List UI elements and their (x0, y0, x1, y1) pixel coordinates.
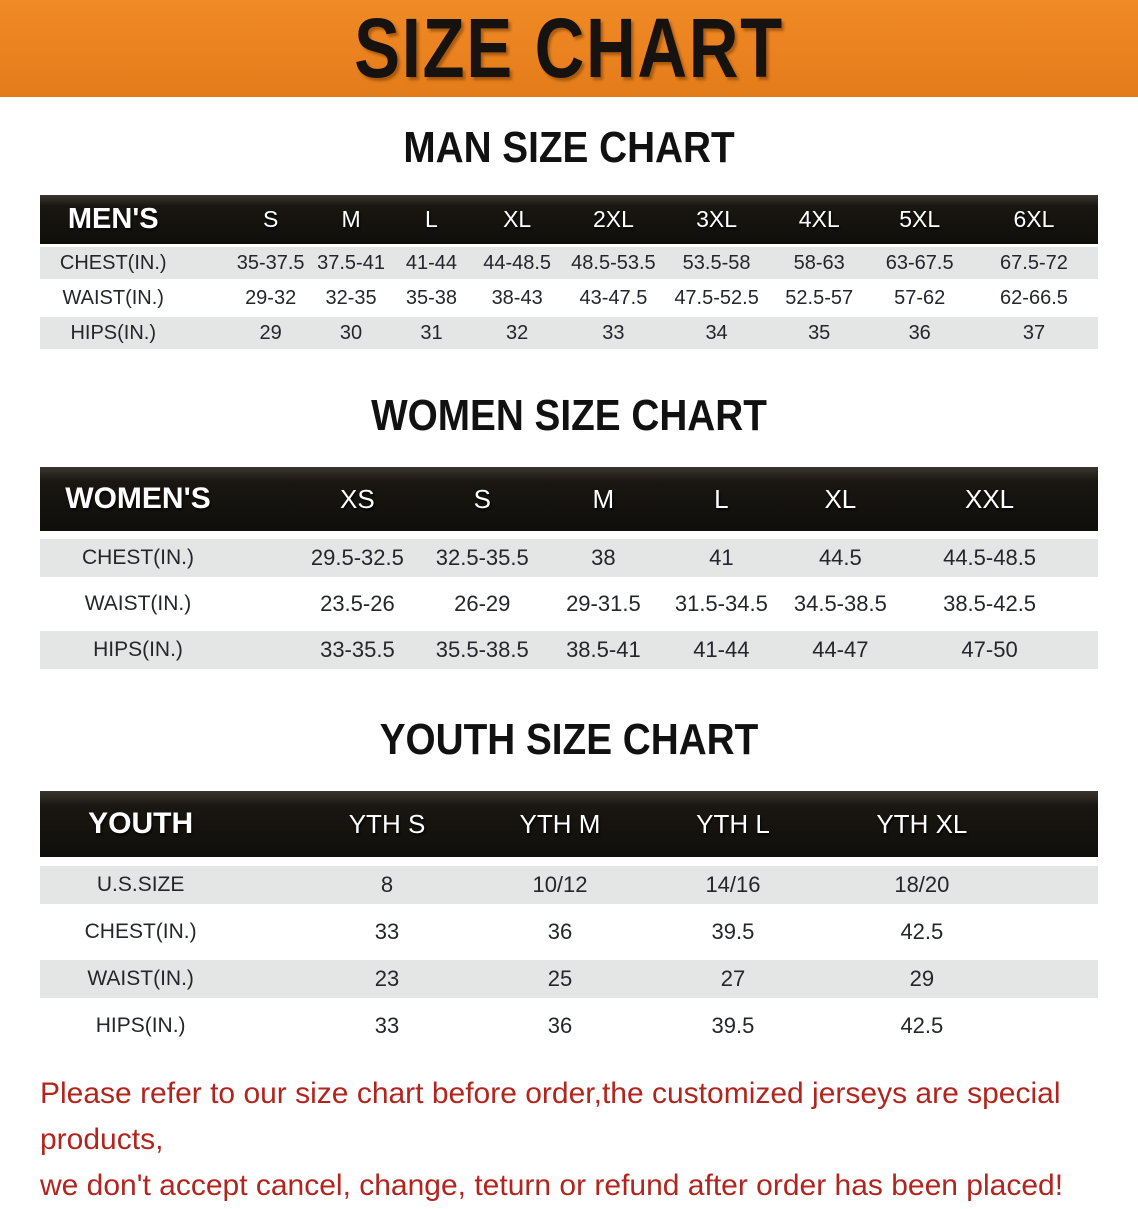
cell: 58-63 (769, 246, 870, 281)
youth-waist-row (40, 956, 1098, 1003)
cell: 38.5-42.5 (900, 581, 1098, 627)
cell: 10/12 (474, 862, 646, 909)
cell: 33 (300, 909, 474, 956)
cell: 30 (311, 316, 391, 350)
cell: 35-37.5 (230, 246, 310, 281)
row-label: HIPS(IN.) (40, 316, 230, 350)
cell: 37.5-41 (311, 246, 391, 281)
cell: 26-29 (420, 581, 545, 627)
banner-title: SIZE CHART (354, 1, 784, 95)
column-header: M (545, 467, 662, 535)
column-header: L (391, 195, 471, 246)
cell: 67.5-72 (970, 246, 1098, 281)
column-header: 3XL (664, 195, 769, 246)
cell: 18/20 (820, 862, 1098, 909)
column-header: 6XL (970, 195, 1098, 246)
cell: 32-35 (311, 281, 391, 316)
cell: 42.5 (820, 909, 1098, 956)
cell: 36 (869, 316, 970, 350)
column-header: L (662, 467, 780, 535)
column-header: XL (472, 195, 563, 246)
cell: 37 (970, 316, 1098, 350)
row-label: WAIST(IN.) (40, 281, 230, 316)
column-header: 4XL (769, 195, 870, 246)
men-waist-row (40, 281, 1098, 316)
column-header: M (311, 195, 391, 246)
cell: 33 (563, 316, 665, 350)
cell: 23.5-26 (295, 581, 420, 627)
youth-size-table (40, 791, 1098, 1045)
cell: 29-32 (230, 281, 310, 316)
cell: 44-48.5 (472, 246, 563, 281)
cell: 34 (664, 316, 769, 350)
cell: 33 (300, 1003, 474, 1046)
cell: 35-38 (391, 281, 471, 316)
cell: 48.5-53.5 (563, 246, 665, 281)
cell: 42.5 (820, 1003, 1098, 1046)
cell: 53.5-58 (664, 246, 769, 281)
men-size-table (40, 195, 1098, 349)
cell: 29.5-32.5 (295, 535, 420, 581)
cell: 63-67.5 (869, 246, 970, 281)
cell: 8 (300, 862, 474, 909)
cell: 62-66.5 (970, 281, 1098, 316)
women-waist-row (40, 581, 1098, 627)
cell: 29 (230, 316, 310, 350)
cell: 33-35.5 (295, 627, 420, 669)
cell: 35.5-38.5 (420, 627, 545, 669)
women-chest-row (40, 535, 1098, 581)
men-chest-row (40, 246, 1098, 281)
cell: 25 (474, 956, 646, 1003)
cell: 52.5-57 (769, 281, 870, 316)
men-hips-row (40, 316, 1098, 350)
women-header-row (40, 467, 1098, 535)
cell: 29-31.5 (545, 581, 662, 627)
cell: 36 (474, 1003, 646, 1046)
cell: 57-62 (869, 281, 970, 316)
row-label: CHEST(IN.) (40, 535, 295, 581)
cell: 47.5-52.5 (664, 281, 769, 316)
women-header-label: WOMEN'S (40, 467, 295, 535)
cell: 32 (472, 316, 563, 350)
column-header: S (420, 467, 545, 535)
cell: 44-47 (781, 627, 901, 669)
women-hips-row (40, 627, 1098, 669)
disclaimer-text (40, 1071, 1102, 1209)
cell: 32.5-35.5 (420, 535, 545, 581)
cell: 29 (820, 956, 1098, 1003)
column-header: YTH M (474, 791, 646, 862)
women-section-title: WOMEN SIZE CHART (371, 391, 767, 440)
row-label: U.S.SIZE (40, 862, 300, 909)
row-label: WAIST(IN.) (40, 956, 300, 1003)
youth-hips-row (40, 1003, 1098, 1046)
youth-ussize-row (40, 862, 1098, 909)
youth-section-title: YOUTH SIZE CHART (379, 715, 759, 764)
cell: 38.5-41 (545, 627, 662, 669)
cell: 31 (391, 316, 471, 350)
cell: 23 (300, 956, 474, 1003)
men-header-row (40, 195, 1098, 246)
cell: 38-43 (472, 281, 563, 316)
column-header: YTH XL (820, 791, 1098, 862)
column-header: YTH S (300, 791, 474, 862)
cell: 38 (545, 535, 662, 581)
cell: 35 (769, 316, 870, 350)
cell: 44.5-48.5 (900, 535, 1098, 581)
youth-chest-row (40, 909, 1098, 956)
banner (0, 0, 1138, 97)
column-header: XXL (900, 467, 1098, 535)
disclaimer-line-2: we don't accept cancel, change, teturn or refund after order has been placed! (40, 1169, 1064, 1202)
cell: 41-44 (391, 246, 471, 281)
youth-header-row (40, 791, 1098, 862)
cell: 44.5 (781, 535, 901, 581)
cell: 14/16 (646, 862, 820, 909)
disclaimer-line-1: Please refer to our size chart before order,the customized jerseys are special products, (40, 1077, 1061, 1156)
cell: 41-44 (662, 627, 780, 669)
women-size-table (40, 467, 1098, 669)
youth-header-label: YOUTH (40, 791, 300, 862)
row-label: CHEST(IN.) (40, 909, 300, 956)
cell: 34.5-38.5 (781, 581, 901, 627)
men-section-title: MAN SIZE CHART (403, 123, 735, 172)
row-label: WAIST(IN.) (40, 581, 295, 627)
cell: 36 (474, 909, 646, 956)
column-header: 5XL (869, 195, 970, 246)
men-header-label: MEN'S (40, 195, 230, 246)
cell: 31.5-34.5 (662, 581, 780, 627)
column-header: 2XL (563, 195, 665, 246)
cell: 47-50 (900, 627, 1098, 669)
column-header: YTH L (646, 791, 820, 862)
column-header: XL (781, 467, 901, 535)
column-header: XS (295, 467, 420, 535)
row-label: HIPS(IN.) (40, 627, 295, 669)
cell: 39.5 (646, 1003, 820, 1046)
row-label: HIPS(IN.) (40, 1003, 300, 1046)
cell: 41 (662, 535, 780, 581)
cell: 39.5 (646, 909, 820, 956)
cell: 27 (646, 956, 820, 1003)
row-label: CHEST(IN.) (40, 246, 230, 281)
column-header: S (230, 195, 310, 246)
cell: 43-47.5 (563, 281, 665, 316)
